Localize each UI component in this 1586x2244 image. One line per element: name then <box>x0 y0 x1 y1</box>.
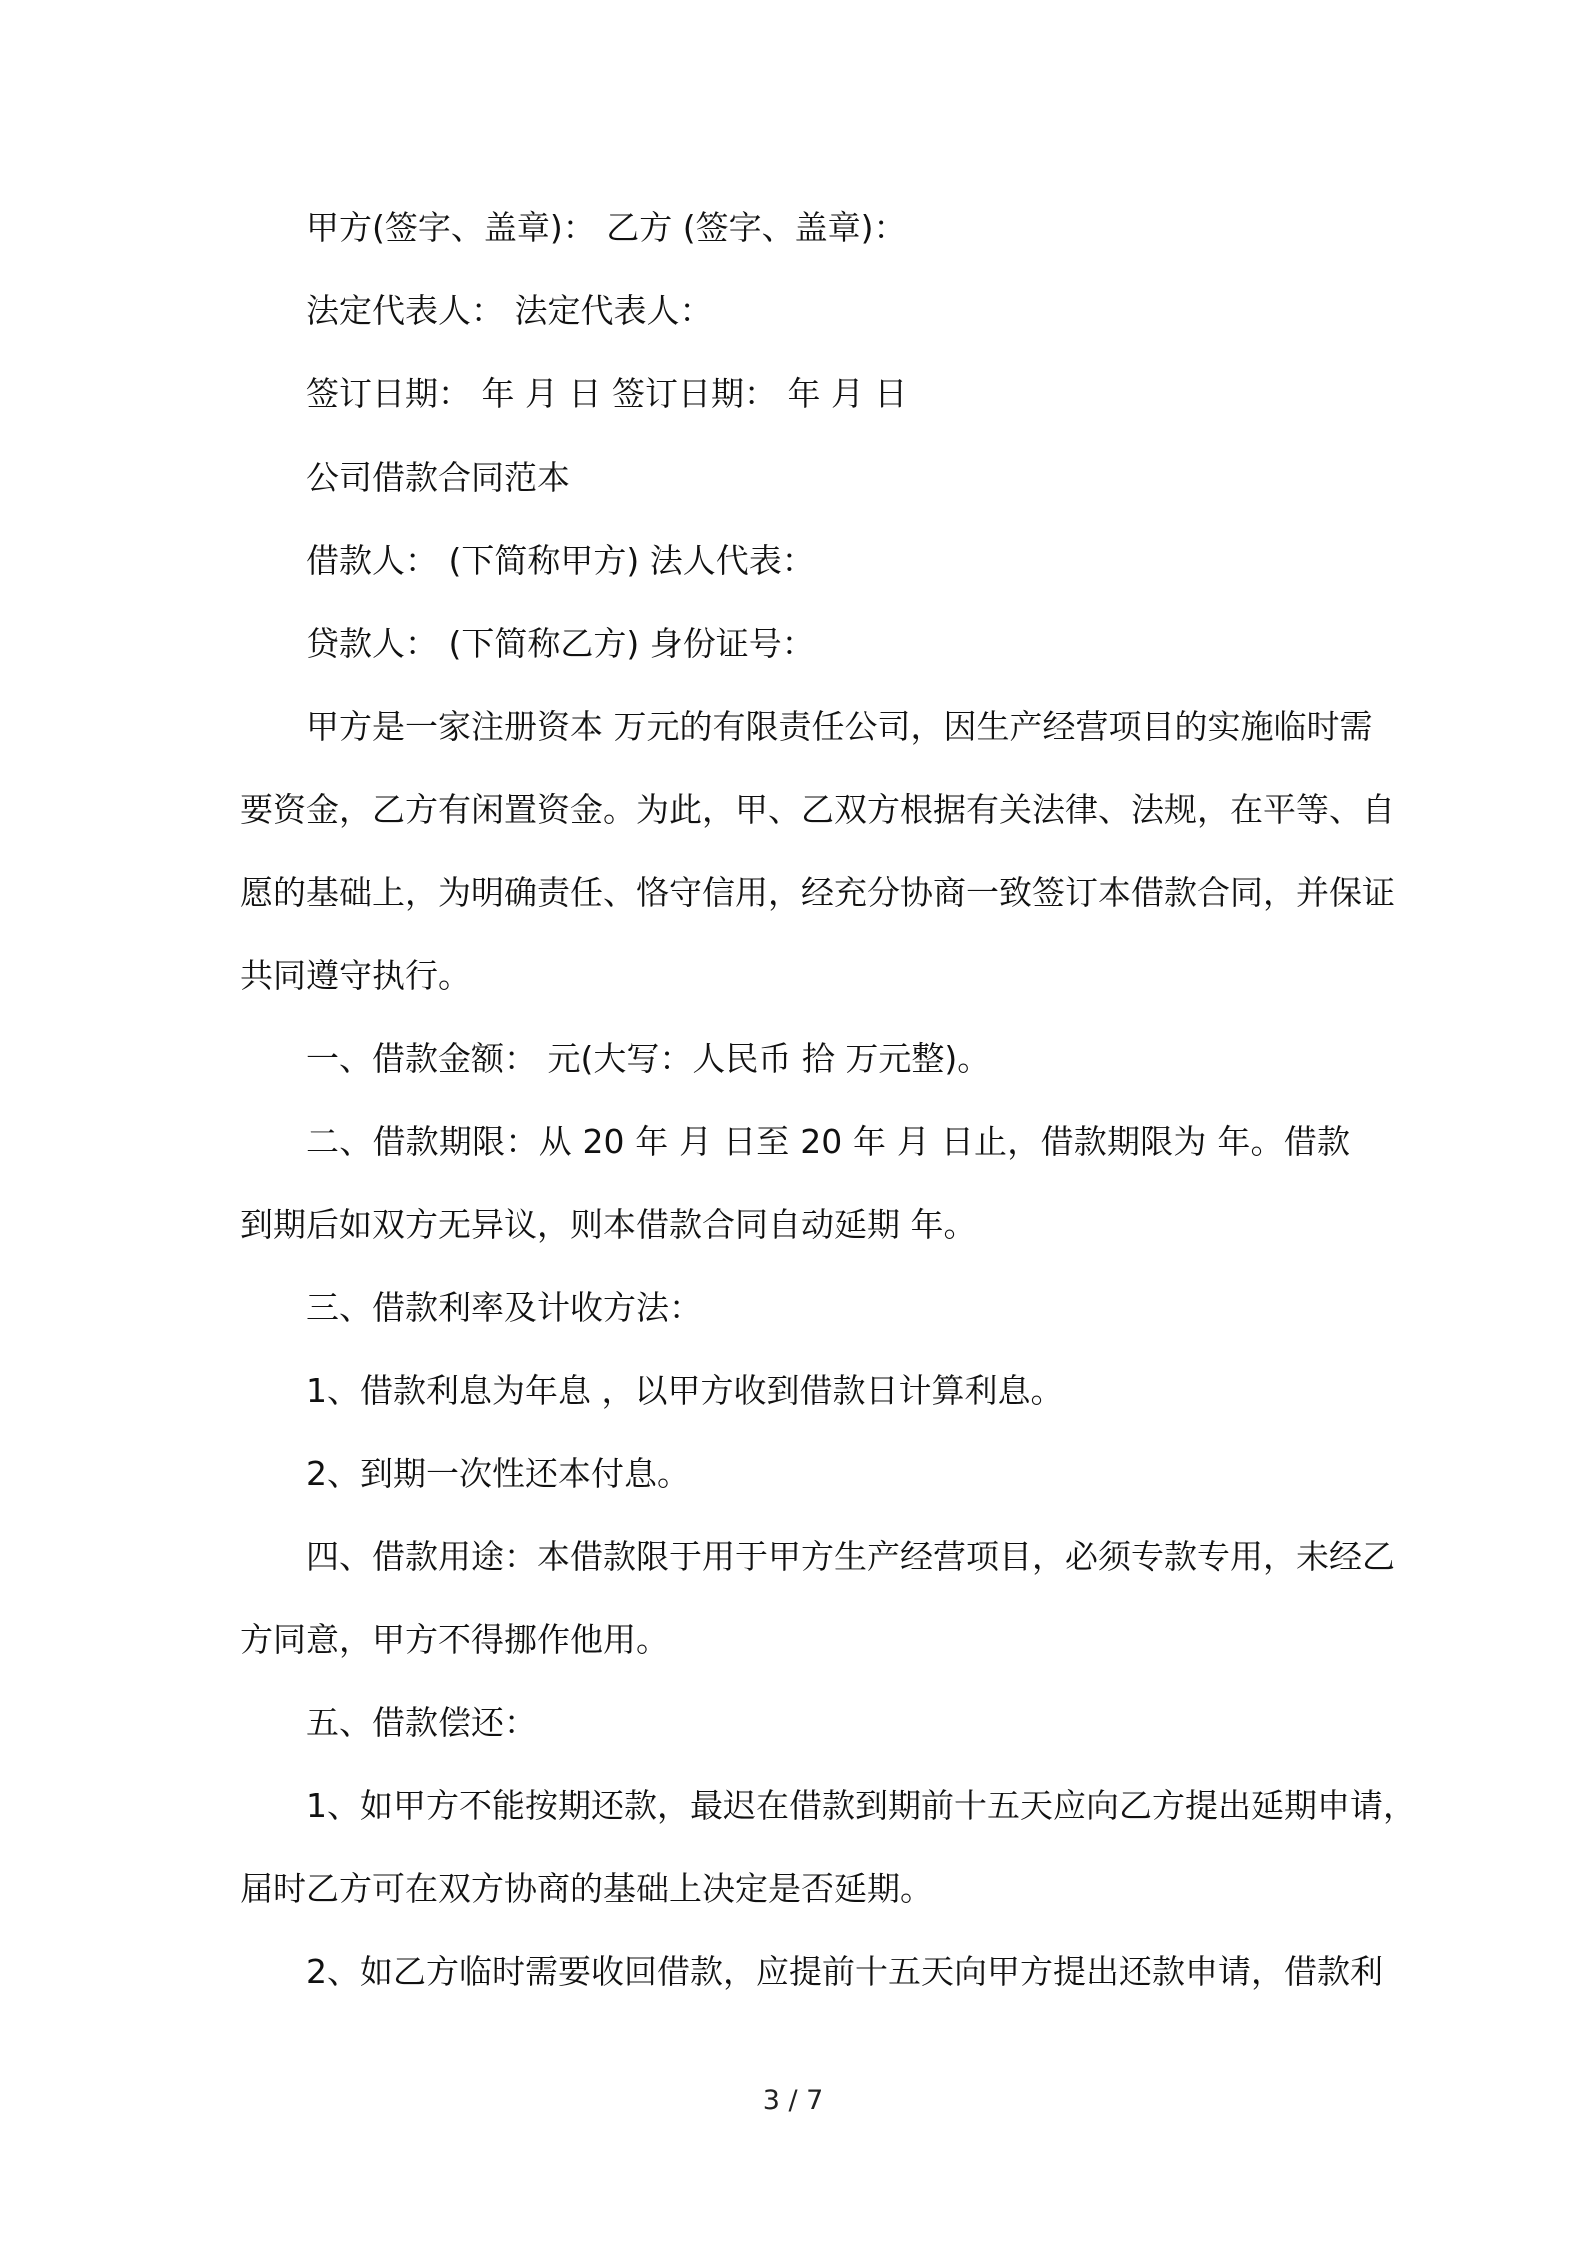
clause-loan-term-line-1: 二、借款期限：从 20 年 月 日至 20 年 月 日止，借款期限为 年。借款 <box>306 1122 1350 1161</box>
clause-interest-item-1: 1、借款利息为年息 ，以甲方收到借款日计算利息。 <box>306 1371 1064 1410</box>
clause-repayment-item-1-line-2: 届时乙方可在双方协商的基础上决定是否延期。 <box>240 1869 933 1908</box>
clause-repayment-item-2-line-1: 2、如乙方临时需要收回借款，应提前十五天向甲方提出还款申请，借款利 <box>306 1952 1383 1991</box>
paragraph-intro-line-2: 要资金，乙方有闲置资金。为此，甲、乙双方根据有关法律、法规，在平等、自 <box>240 790 1395 829</box>
signature-party-line: 甲方(签字、盖章)： 乙方 (签字、盖章)： <box>306 208 907 247</box>
clause-repayment-item-1-line-1: 1、如甲方不能按期还款，最迟在借款到期前十五天应向乙方提出延期申请， <box>306 1786 1416 1825</box>
signing-date-line: 签订日期： 年 月 日 签订日期： 年 月 日 <box>306 374 908 413</box>
clause-loan-term-line-2: 到期后如双方无异议，则本借款合同自动延期 年。 <box>240 1205 977 1244</box>
clause-loan-purpose-line-1: 四、借款用途：本借款限于用于甲方生产经营项目，必须专款专用，未经乙 <box>306 1537 1395 1576</box>
paragraph-intro-line-3: 愿的基础上，为明确责任、恪守信用，经充分协商一致签订本借款合同，并保证 <box>240 873 1395 912</box>
page-number: 3 / 7 <box>762 2085 824 2116</box>
clause-repayment-heading: 五、借款偿还： <box>306 1703 537 1742</box>
clause-loan-amount: 一、借款金额： 元(大写：人民币 拾 万元整)。 <box>306 1039 991 1078</box>
borrower-line: 借款人： (下简称甲方) 法人代表： <box>306 541 815 580</box>
legal-representative-line: 法定代表人： 法定代表人： <box>306 291 713 330</box>
paragraph-intro-line-4: 共同遵守执行。 <box>240 956 471 995</box>
clause-loan-purpose-line-2: 方同意，甲方不得挪作他用。 <box>240 1620 669 1659</box>
paragraph-intro-line-1: 甲方是一家注册资本 万元的有限责任公司，因生产经营项目的实施临时需 <box>306 707 1373 746</box>
clause-interest-item-2: 2、到期一次性还本付息。 <box>306 1454 690 1493</box>
lender-line: 贷款人： (下简称乙方) 身份证号： <box>306 624 815 663</box>
clause-interest-heading: 三、借款利率及计收方法： <box>306 1288 702 1327</box>
contract-title: 公司借款合同范本 <box>306 458 570 497</box>
